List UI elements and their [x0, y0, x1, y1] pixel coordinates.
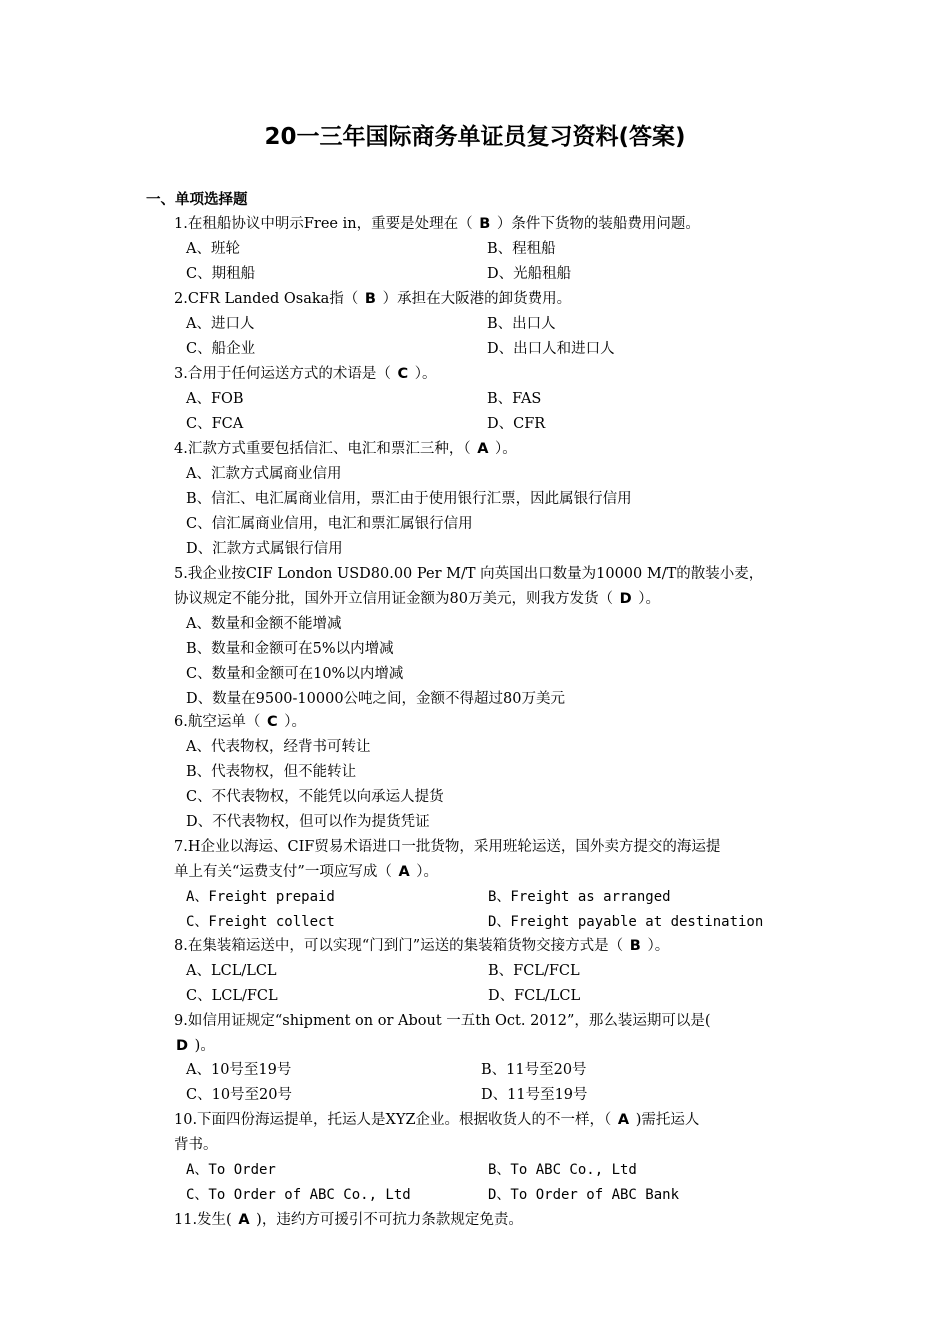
- question-6: [174, 710, 824, 735]
- option-b: B、11号至20号: [481, 1062, 587, 1078]
- question-text-end: ）。: [633, 591, 660, 607]
- answer-letter: D: [176, 1038, 189, 1054]
- question-text: 2.CFR Landed Osaka指（: [174, 291, 363, 307]
- option-c: C、10号至20号: [186, 1087, 292, 1103]
- option-b: B、To ABC Co., Ltd: [488, 1162, 637, 1178]
- option-d: D、CFR: [487, 416, 546, 432]
- question-7: 7.H企业以海运、CIF贸易术语进口一批货物，采用班轮运送，国外卖方提交的海运提: [174, 839, 721, 855]
- question-3: [174, 362, 824, 387]
- option-b: B、程租船: [487, 241, 556, 257]
- answer-letter: B: [629, 938, 641, 954]
- question-text-end: ）。: [410, 366, 437, 382]
- question-text-end: ）。: [279, 714, 306, 730]
- question-1: [174, 212, 824, 237]
- answer-letter: B: [479, 216, 491, 232]
- question-text: 10.下面四份海运提单，托运人是XYZ企业。根据收货人的不一样，（: [174, 1112, 616, 1128]
- question-text-end: ）承担在大阪港的卸货费用。: [377, 291, 572, 307]
- question-4: [174, 437, 824, 462]
- option-a: A、代表物权，经背书可转让: [186, 739, 371, 755]
- option-b: B、数量和金额可在5%以内增减: [186, 641, 394, 657]
- option-c: C、Freight collect: [186, 914, 335, 930]
- option-d: D、FCL/LCL: [488, 988, 581, 1004]
- option-b: B、信汇、电汇属商业信用，票汇由于使用银行汇票，因此属银行信用: [186, 491, 632, 507]
- option-c: C、信汇属商业信用，电汇和票汇属银行信用: [186, 516, 473, 532]
- question-text: 8.在集装箱运送中，可以实现“门到门”运送的集装箱货物交接方式是（: [174, 938, 628, 954]
- option-a: A、数量和金额不能增减: [186, 616, 342, 632]
- option-d: D、不代表物权，但可以作为提货凭证: [186, 814, 430, 830]
- option-b: B、Freight as arranged: [488, 889, 671, 905]
- question-text: 11.发生(: [174, 1212, 237, 1228]
- option-a: A、FOB: [186, 391, 244, 407]
- option-a: A、Freight prepaid: [186, 889, 335, 905]
- answer-letter: A: [477, 441, 489, 457]
- option-d: D、数量在9500-10000公吨之间，金额不得超过80万美元: [186, 691, 566, 707]
- answer-letter: A: [398, 864, 410, 880]
- question-text-end: ）。: [642, 938, 670, 954]
- question-text: 4.汇款方式重要包括信汇、电汇和票汇三种，（: [174, 441, 476, 457]
- answer-letter: A: [238, 1212, 250, 1228]
- answer-letter: B: [364, 291, 376, 307]
- question-text: 单上有关“运费支付”一项应写成（: [174, 864, 397, 880]
- answer-letter: C: [397, 366, 409, 382]
- question-text: 6.航空运单（: [174, 714, 265, 730]
- option-c: C、不代表物权，不能凭以向承运人提货: [186, 789, 444, 805]
- answer-letter: C: [266, 714, 278, 730]
- option-a: A、进口人: [186, 316, 255, 332]
- question-10-line-2: 背书。: [174, 1137, 218, 1153]
- option-b: B、FCL/FCL: [488, 963, 580, 979]
- option-b: B、代表物权，但不能转让: [186, 764, 357, 780]
- answer-letter: A: [617, 1112, 630, 1128]
- option-a: A、To Order: [186, 1162, 276, 1178]
- option-c: C、船企业: [186, 341, 256, 357]
- option-c: C、To Order of ABC Co., Ltd: [186, 1187, 411, 1203]
- question-text-end: )需托运人: [631, 1112, 700, 1128]
- option-a: A、班轮: [186, 241, 240, 257]
- option-c: C、数量和金额可在10%以内增减: [186, 666, 404, 682]
- section-heading: 一、单项选择题: [146, 192, 248, 208]
- question-text-end: ）。: [490, 441, 517, 457]
- question-text-end: )。: [190, 1038, 215, 1054]
- question-5: 5.我企业按CIF London USD80.00 Per M/T 向英国出口数量为10000 M/T的散装小麦，: [174, 566, 764, 582]
- question-10: [174, 1108, 824, 1133]
- option-c: C、期租船: [186, 266, 256, 282]
- question-9-line-2: [174, 1034, 824, 1059]
- option-d: D、出口人和进口人: [487, 341, 615, 357]
- option-a: A、10号至19号: [186, 1062, 292, 1078]
- option-a: A、LCL/LCL: [186, 963, 277, 979]
- question-text: 3.合用于任何运送方式的术语是（: [174, 366, 396, 382]
- option-b: B、FAS: [487, 391, 542, 407]
- option-c: C、FCA: [186, 416, 244, 432]
- answer-letter: D: [619, 591, 632, 607]
- question-7-line-2: [174, 860, 824, 885]
- option-a: A、汇款方式属商业信用: [186, 466, 342, 482]
- question-11: [174, 1208, 824, 1233]
- question-9: 9.如信用证规定“shipment on or About 一五th Oct. 2012”，那么装运期可以是(: [174, 1013, 711, 1029]
- question-text-end: ）。: [411, 864, 439, 880]
- option-d: D、To Order of ABC Bank: [488, 1187, 680, 1203]
- option-d: D、汇款方式属银行信用: [186, 541, 343, 557]
- question-5-line-2: [174, 587, 824, 612]
- option-b: B、出口人: [487, 316, 556, 332]
- question-2: [174, 287, 824, 312]
- question-text-end: )，违约方可援引不可抗力条款规定免责。: [251, 1212, 523, 1228]
- option-d: D、Freight payable at destination: [488, 914, 764, 930]
- option-d: D、11号至19号: [481, 1087, 588, 1103]
- option-c: C、LCL/FCL: [186, 988, 278, 1004]
- document-title: 20一三年国际商务单证员复习资料(答案): [264, 124, 686, 150]
- option-d: D、光船租船: [487, 266, 572, 282]
- question-text-end: ）条件下货物的装船费用问题。: [492, 216, 700, 232]
- question-text: 协议规定不能分批，国外开立信用证金额为80万美元，则我方发货（: [174, 591, 618, 607]
- question-text: 1.在租船协议中明示Free in，重要是处理在（: [174, 216, 478, 232]
- question-8: [174, 934, 824, 959]
